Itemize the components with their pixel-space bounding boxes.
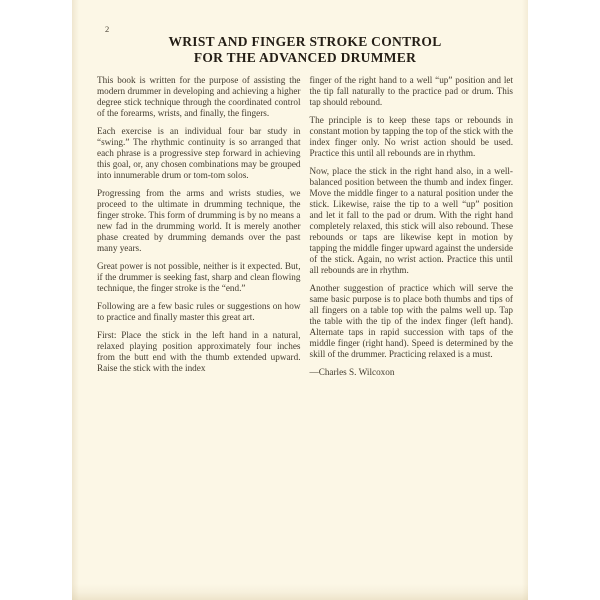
page-title-line1: WRIST AND FINGER STROKE CONTROL: [168, 34, 442, 49]
page-title: [97, 34, 513, 66]
paragraph: The principle is to keep these taps or rebounds in constant motion by tapping the top of the stick with the index finger only. No wrist action should be used. Practice this until all rebounds are in rhythm.: [309, 115, 513, 158]
paragraph: This book is written for the purpose of assisting the modern drummer in developing and achieving a higher degree stick technique through the coordinated control of the forearms, wrists, and finally, the fingers.: [97, 75, 301, 118]
left-column: [97, 75, 301, 385]
paragraph: Another suggestion of practice which will serve the same basic purpose is to place both thumbs and tips of all fingers on a table top with the palms well up. Tap the table with the tip of the index finger (left hand). Alternate taps in rapid succession with taps of the middle finger (right hand). Speed is determined by the skill of the drummer. Practicing relaxed is a must.: [309, 283, 513, 359]
page-number: 2: [105, 24, 110, 34]
page-content: [72, 0, 528, 385]
paragraph: Now, place the stick in the right hand also, in a well-balanced position between the thumb and index finger. Move the middle finger to a natural position under the stick. Likewise, raise the tip to a well “up” position and let it fall to the pad or drum. With the right hand completely relaxed, this stick will also rebound. These rebounds or taps are likewise kept in motion by tapping the middle finger upward against the underside of the stick. Again, no wrist action. Practice this until all rebounds are in rhythm.: [309, 166, 513, 275]
paragraph: Progressing from the arms and wrists studies, we proceed to the ultimate in drumming technique, the finger stroke. This form of drumming is by no means a new fad in the drumming world. It is merely another phase created by drumming demands over the past many years.: [97, 188, 301, 253]
right-column: [310, 75, 514, 385]
paragraph: finger of the right hand to a well “up” position and let the tip fall naturally to the practice pad or drum. This tap should rebound.: [309, 75, 513, 107]
book-page: [72, 0, 528, 600]
page-title-line2: FOR THE ADVANCED DRUMMER: [193, 50, 417, 65]
paragraph: Following are a few basic rules or suggestions on how to practice and finally master this great art.: [97, 301, 301, 322]
author-signature: —Charles S. Wilcoxon: [309, 367, 395, 377]
paragraph: Great power is not possible, neither is it expected. But, if the drummer is seeking fast, sharp and clean flowing technique, the finger stroke is the “end.”: [97, 261, 301, 293]
text-columns: [97, 75, 513, 385]
paragraph: Each exercise is an individual four bar study in “swing.” The rhythmic continuity is so arranged that each phrase is a progressive step forward in achieving this goal, or, any chosen combinations may be grouped into innumerable drum or tom-tom solos.: [97, 126, 301, 180]
paragraph: First: Place the stick in the left hand in a natural, relaxed playing position approximately four inches from the butt end with the thumb extended upward. Raise the stick with the index: [97, 330, 301, 373]
